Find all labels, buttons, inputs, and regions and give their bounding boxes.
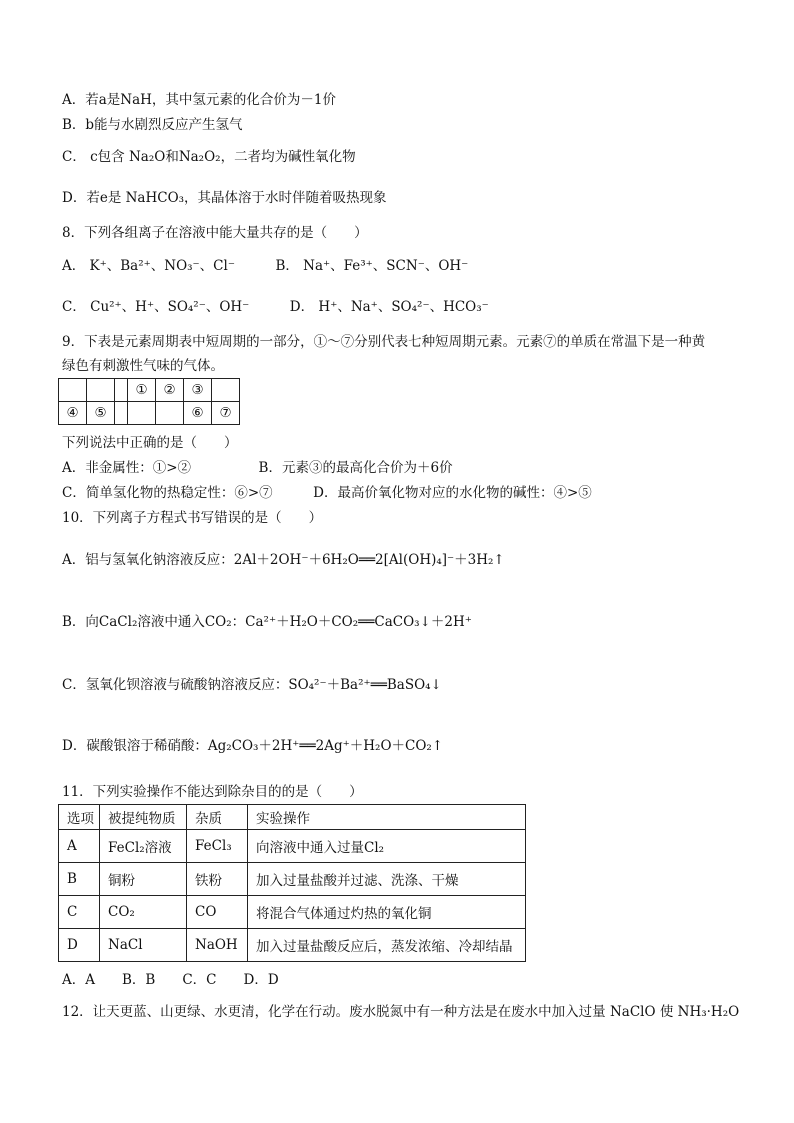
periodic-row-2 [59, 402, 240, 425]
periodic-cell [128, 402, 156, 425]
q7-option-d: D．若e是 NaHCO₃，其晶体溶于水时伴随着吸热现象 [62, 190, 387, 206]
cell-option: C [59, 896, 100, 929]
q9-stem-line1: 9．下表是元素周期表中短周期的一部分，①～⑦分别代表七种短周期元素。元素⑦的单质在常温下是一种黄 [62, 334, 706, 350]
cell-operation: 将混合气体通过灼热的氧化铜 [248, 896, 526, 929]
cell-option: D [59, 929, 100, 962]
periodic-cell [87, 379, 115, 402]
cell-operation: 加入过量盐酸反应后，蒸发浓缩、冷却结晶 [248, 929, 526, 962]
cell-impurity: NaOH [187, 929, 248, 962]
header-operation: 实验操作 [248, 805, 526, 830]
periodic-cell: ① [128, 379, 156, 402]
cell-option: B [59, 863, 100, 896]
cell-substance: 铜粉 [100, 863, 187, 896]
q7-option-b: B．b能与水剧烈反应产生氢气 [62, 117, 243, 133]
q8-options-cd: C． Cu²⁺、H⁺、SO₄²⁻、OH⁻ D． H⁺、Na⁺、SO₄²⁻、HCO₃⁻ [62, 299, 489, 315]
cell-substance: NaCl [100, 929, 187, 962]
q8-options-ab: A． K⁺、Ba²⁺、NO₃⁻、Cl⁻ B． Na⁺、Fe³⁺、SCN⁻、OH⁻ [62, 258, 469, 274]
q9-ask: 下列说法中正确的是（ ） [62, 435, 238, 451]
periodic-cell [156, 402, 184, 425]
q9-options-ab: A．非金属性：①>② B．元素③的最高化合价为＋6价 [62, 460, 453, 476]
q9-options-cd: C．简单氢化物的热稳定性：⑥>⑦ D．最高价氧化物对应的水化物的碱性：④>⑤ [62, 485, 592, 501]
periodic-table-fragment [58, 378, 240, 425]
table-row [59, 863, 526, 896]
q10-option-d: D．碳酸银溶于稀硝酸：Ag₂CO₃＋2H⁺══2Ag⁺＋H₂O＋CO₂↑ [62, 738, 444, 754]
periodic-row-1 [59, 379, 240, 402]
q11-options: A．A B．B C．C D．D [62, 972, 279, 988]
table-row [59, 929, 526, 962]
periodic-cell [59, 379, 87, 402]
q10-stem: 10．下列离子方程式书写错误的是（ ） [62, 510, 323, 526]
periodic-cell: ⑥ [184, 402, 212, 425]
header-impurity: 杂质 [187, 805, 248, 830]
cell-option: A [59, 830, 100, 863]
q8-stem: 8．下列各组离子在溶液中能大量共存的是（ ） [62, 225, 368, 241]
cell-operation: 加入过量盐酸并过滤、洗涤、干燥 [248, 863, 526, 896]
cell-substance: FeCl₂溶液 [100, 830, 187, 863]
periodic-cell: ⑦ [212, 402, 240, 425]
header-substance: 被提纯物质 [100, 805, 187, 830]
q12-stem: 12．让天更蓝、山更绿、水更清，化学在行动。废水脱氮中有一种方法是在废水中加入过量 NaClO 使 NH₃·H₂O [62, 1004, 740, 1020]
cell-operation: 向溶液中通入过量Cl₂ [248, 830, 526, 863]
periodic-cell: ③ [184, 379, 212, 402]
cell-impurity: 铁粉 [187, 863, 248, 896]
q11-stem: 11．下列实验操作不能达到除杂目的的是（ ） [62, 784, 363, 800]
periodic-cell [115, 402, 128, 425]
q10-option-b: B．向CaCl₂溶液中通入CO₂：Ca²⁺＋H₂O＋CO₂══CaCO₃↓＋2H⁺ [62, 614, 472, 630]
cell-impurity: CO [187, 896, 248, 929]
table-header-row [59, 805, 526, 830]
q10-option-c: C．氢氧化钡溶液与硫酸钠溶液反应：SO₄²⁻＋Ba²⁺══BaSO₄↓ [62, 677, 442, 693]
q7-option-a: A．若a是NaH，其中氢元素的化合价为－1价 [62, 92, 337, 108]
table-row [59, 830, 526, 863]
periodic-cell: ⑤ [87, 402, 115, 425]
periodic-cell: ② [156, 379, 184, 402]
q9-stem-line2: 绿色有刺激性气味的气体。 [62, 358, 224, 374]
table-row [59, 896, 526, 929]
cell-impurity: FeCl₃ [187, 830, 248, 863]
periodic-cell [212, 379, 240, 402]
header-option: 选项 [59, 805, 100, 830]
purification-table [58, 804, 526, 962]
q10-option-a: A．铝与氢氧化钠溶液反应：2Al＋2OH⁻＋6H₂O══2[Al(OH)₄]⁻＋3H₂↑ [62, 552, 505, 568]
cell-substance: CO₂ [100, 896, 187, 929]
q7-option-c: C． c包含 Na₂O和Na₂O₂，二者均为碱性氧化物 [62, 149, 356, 165]
periodic-cell [115, 379, 128, 402]
periodic-cell: ④ [59, 402, 87, 425]
